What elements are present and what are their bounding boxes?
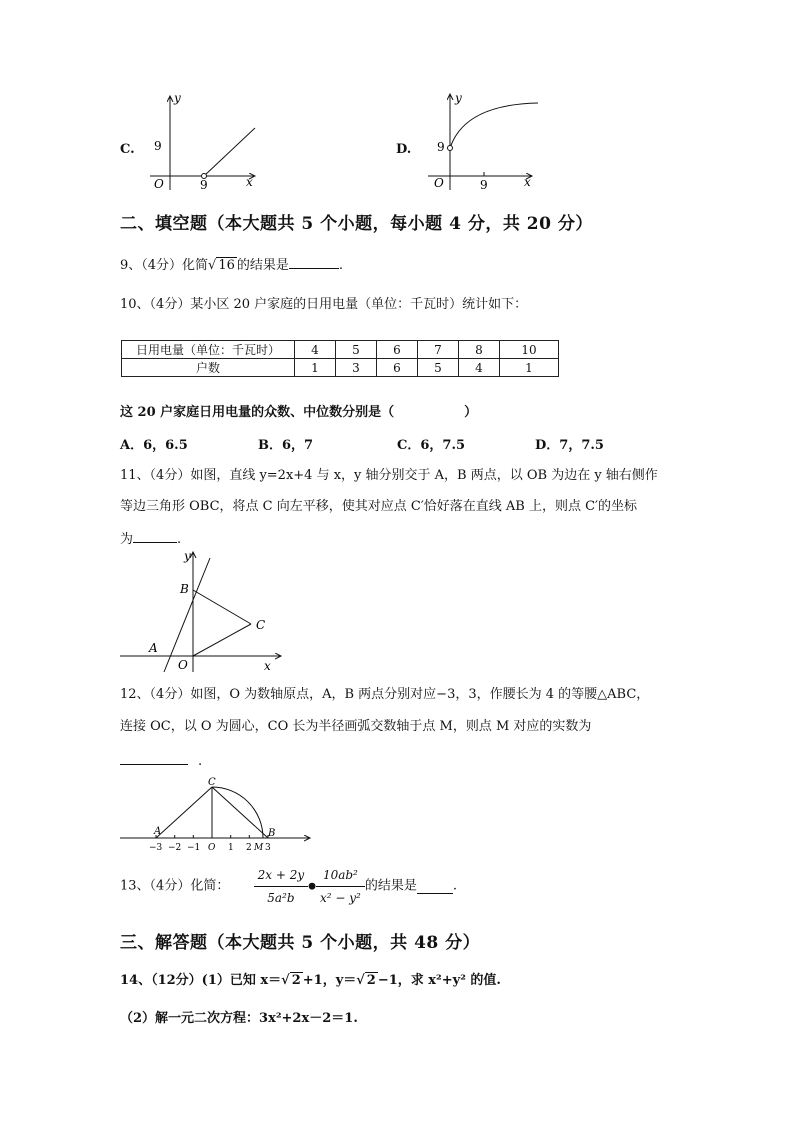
table-cell: 6	[377, 359, 418, 377]
question-14-part-1	[120, 972, 501, 990]
option-d-graph	[420, 88, 545, 195]
q10-option-c: C．6，7.5	[397, 438, 466, 453]
q13-suffix: 的结果是	[364, 878, 417, 894]
graph-curve	[450, 103, 538, 148]
q10-question: 这 20 户家庭日用电量的众数、中位数分别是（	[120, 405, 395, 420]
fraction-2-denominator: x² − y²	[319, 891, 361, 905]
table-cell: 7	[418, 341, 459, 359]
fraction-1-numerator: 2x + 2y	[254, 864, 309, 887]
point-b-label: B	[180, 582, 189, 596]
table-cell: 1	[295, 359, 336, 377]
multiply-dot: ●	[308, 881, 316, 892]
point-c-label: C	[256, 618, 266, 632]
fraction-2	[316, 864, 365, 909]
table-cell: 日用电量（单位：千瓦时）	[122, 341, 295, 359]
x-label: x	[246, 175, 253, 189]
y-tick-label: 9	[154, 139, 162, 153]
option-c-graph	[140, 90, 270, 195]
point-a-label: A	[154, 826, 162, 837]
q11-line3: 为	[120, 532, 134, 547]
y-label: y	[184, 549, 191, 563]
q9-end: .	[338, 258, 344, 273]
q14-p1-c: −1，求 x²+y² 的值.	[377, 973, 501, 988]
q10-question-end: ）	[464, 405, 478, 420]
option-c-label: C.	[120, 142, 135, 157]
line-ab	[164, 558, 210, 672]
sqrt-2: √ 2	[281, 973, 301, 988]
q11-figure	[116, 548, 286, 673]
tick-label: 1	[228, 843, 234, 853]
origin-label: O	[154, 177, 164, 191]
q12-end: .	[198, 754, 203, 769]
q9-prefix: 9、（4分）化简	[120, 258, 209, 273]
sqrt-16: √ 16	[208, 258, 235, 273]
table-row	[122, 359, 559, 377]
q13-prefix: 13、（4分）化简：	[120, 878, 230, 894]
question-10-text: 10、（4分）某小区 20 户家庭的日用电量（单位：千瓦时）统计如下：	[120, 297, 528, 312]
answer-blank	[417, 879, 453, 894]
fraction-2-numerator: 10ab²	[316, 864, 365, 887]
question-10-prompt	[120, 404, 477, 422]
section-2-title: 二、填空题（本大题共 5 个小题，每小题 4 分，共 20 分）	[120, 214, 593, 234]
point-b-label: B	[268, 828, 276, 839]
segment-co	[193, 624, 251, 656]
q11-end: .	[177, 532, 182, 547]
origin-label: O	[178, 658, 188, 672]
tick-label: −1	[187, 843, 201, 853]
question-12-blank-line	[120, 750, 202, 771]
table-cell: 8	[459, 341, 500, 359]
table-cell: 10	[500, 341, 559, 359]
segment-bc	[193, 590, 251, 624]
table-cell: 3	[336, 359, 377, 377]
tick-label: O	[208, 843, 216, 853]
table-cell: 1	[500, 359, 559, 377]
tick-label: 3	[265, 843, 271, 853]
tick-label: −2	[168, 843, 182, 853]
answer-blank	[120, 750, 188, 765]
table-cell: 4	[459, 359, 500, 377]
origin-label: O	[434, 176, 444, 190]
q14-p1-a: 14、（12分）(1）已知 x＝	[120, 973, 282, 988]
arc-cm	[212, 787, 263, 838]
table-cell: 5	[336, 341, 377, 359]
x-tick-label: 9	[480, 178, 488, 192]
question-12-line2: 连接 OC，以 O 为圆心，CO 长为半径画弧交数轴于点 M，则点 M 对应的实数为	[120, 719, 592, 734]
segment-cb	[212, 787, 268, 838]
table-cell: 户数	[122, 359, 295, 377]
x-label: x	[524, 175, 531, 189]
option-d-label: D.	[396, 142, 412, 157]
table-row	[122, 341, 559, 359]
answer-blank	[289, 254, 339, 269]
question-13	[120, 864, 457, 909]
electricity-table	[121, 340, 559, 377]
graph-line	[204, 128, 255, 176]
x-tick-label: 9	[200, 178, 208, 192]
question-9	[120, 254, 343, 275]
sqrt-2: √ 2	[356, 973, 376, 988]
question-11-line2: 等边三角形 OBC，将点 C 向左平移，使其对应点 C′恰好落在直线 AB 上，则点 C′的坐标	[120, 499, 638, 514]
answer-blank	[133, 528, 177, 543]
section-3-title: 三、解答题（本大题共 5 个小题，共 48 分）	[120, 933, 481, 953]
table-cell: 6	[377, 341, 418, 359]
y-label: y	[455, 91, 462, 105]
fraction-1-denominator: 5a²b	[267, 891, 295, 905]
segment-ac	[156, 787, 212, 838]
q13-end: .	[452, 878, 457, 894]
tick-label: M	[254, 843, 264, 853]
point-c-label: C	[208, 777, 216, 788]
question-12-line1: 12、（4分）如图，O 为数轴原点，A，B 两点分别对应−3，3，作腰长为 4 的等腰△ABC，	[120, 687, 650, 702]
q10-option-b: B．6，7	[258, 438, 314, 453]
x-label: x	[264, 659, 271, 673]
tick-label: −3	[149, 843, 163, 853]
question-11-line3	[120, 528, 181, 549]
q9-suffix: 的结果是	[236, 258, 289, 273]
tick-label: 2	[246, 843, 252, 853]
y-tick-label: 9	[437, 140, 445, 154]
table-cell: 5	[418, 359, 459, 377]
question-14-part-2: （2）解一元二次方程：3x²+2x－2＝1.	[120, 1011, 358, 1026]
open-circle	[448, 146, 453, 151]
fraction-1	[254, 864, 309, 909]
table-cell: 4	[295, 341, 336, 359]
q14-p1-b: +1，y＝	[302, 973, 357, 988]
q10-option-a: A．6，6.5	[120, 438, 188, 453]
q10-option-d: D．7，7.5	[535, 438, 604, 453]
point-a-label: A	[149, 641, 158, 655]
y-label: y	[174, 91, 181, 105]
q12-number-line-figure	[118, 774, 316, 854]
question-11-line1: 11、（4分）如图，直线 y=2x+4 与 x，y 轴分别交于 A，B 两点，以 OB 为边在 y 轴右侧作	[120, 468, 658, 483]
